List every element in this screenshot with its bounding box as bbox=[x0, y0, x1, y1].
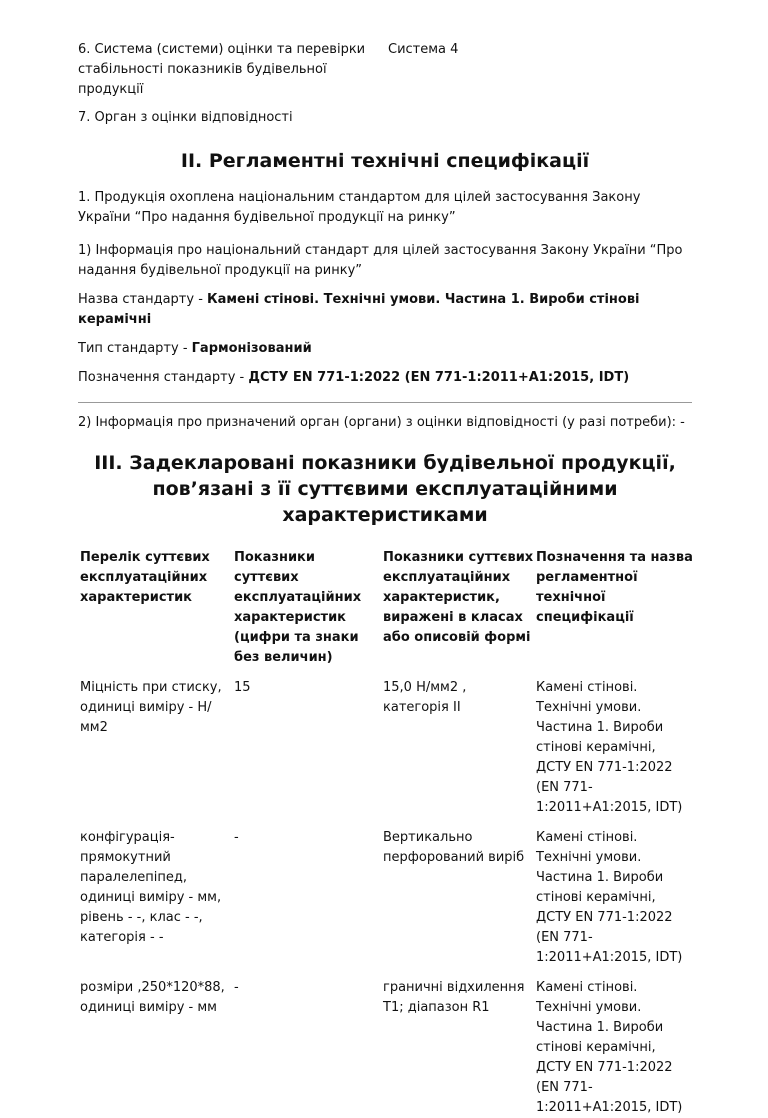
section-3-title-line2: пов’язані з її суттєвими експлуатаційними характеристиками bbox=[152, 478, 618, 526]
standard-type-label: Тип стандарту - bbox=[78, 341, 192, 356]
section-3-roman: III. bbox=[94, 452, 123, 474]
table-cell: розміри ,250*120*88, одиниці виміру - мм bbox=[80, 980, 225, 1015]
standard-type-value: Гармонізований bbox=[191, 341, 312, 356]
table-row bbox=[80, 978, 694, 1118]
section-2-p1: 1. Продукція охоплена національним стандартом для цілей застосування Закону України “Про надання будівельної продукції на ринку” bbox=[78, 190, 641, 225]
table-row bbox=[80, 678, 694, 818]
item-6-row bbox=[78, 40, 692, 100]
section-2-p2: 1) Інформація про національний стандарт для цілей застосування Закону України “Про надання будівельної продукції на ринку” bbox=[78, 243, 683, 278]
characteristics-table bbox=[80, 548, 694, 1118]
section-3-heading bbox=[78, 450, 692, 528]
standard-code-label: Позначення стандарту - bbox=[78, 370, 249, 385]
table-cell: Камені стінові. Технічні умови. Частина 1. Вироби стінові керамічні, ДСТУ EN 771-1:2022 (EN 771-1:2011+A1:2015, IDT) bbox=[536, 980, 683, 1115]
table-cell: Міцність при стиску, одиниці виміру - Н/мм2 bbox=[80, 680, 222, 735]
table-cell: конфігурація-прямокутний паралелепіпед, одиниці виміру - мм, рівень - -, клас - -, категорія - - bbox=[80, 830, 222, 945]
standard-name-value: Камені стінові. Технічні умови. Частина 1. Вироби стінові керамічні bbox=[78, 292, 640, 327]
section-2-roman: II. bbox=[180, 150, 203, 172]
table-cell: 15 bbox=[234, 680, 251, 695]
header-characteristics: Перелік суттєвих експлуатаційних характеристик bbox=[80, 550, 210, 605]
table-cell: Вертикально перфорований виріб bbox=[383, 830, 525, 865]
table-row bbox=[80, 828, 694, 968]
header-numeric-values: Показники суттєвих експлуатаційних характеристик (цифри та знаки без величин) bbox=[234, 550, 362, 665]
table-header-row bbox=[80, 548, 694, 668]
standard-name-label: Назва стандарту - bbox=[78, 292, 208, 307]
section-2-heading bbox=[78, 148, 692, 174]
table-cell: - bbox=[234, 830, 239, 845]
table-cell: Камені стінові. Технічні умови. Частина 1. Вироби стінові керамічні, ДСТУ EN 771-1:2022 (EN 771-1:2011+A1:2015, IDT) bbox=[536, 830, 683, 965]
section-2-p3: 2) Інформація про призначений орган (органи) з оцінки відповідності (у разі потреби): - bbox=[78, 415, 685, 430]
table-cell: - bbox=[234, 980, 239, 995]
table-cell: Камені стінові. Технічні умови. Частина 1. Вироби стінові керамічні, ДСТУ EN 771-1:2022 (EN 771-1:2011+A1:2015, IDT) bbox=[536, 680, 683, 815]
document-page bbox=[78, 40, 692, 1118]
section-3-title-line1: Задекларовані показники будівельної продукції, bbox=[129, 452, 676, 474]
header-specification: Позначення та назва регламентної технічної специфікації bbox=[536, 550, 693, 625]
standard-code bbox=[78, 368, 692, 388]
item-7-label: 7. Орган з оцінки відповідності bbox=[78, 110, 293, 125]
table-cell: граничні відхилення Т1; діапазон R1 bbox=[383, 980, 525, 1015]
standard-code-value: ДСТУ EN 771-1:2022 (EN 771-1:2011+A1:2015, IDT) bbox=[248, 370, 630, 385]
item-6-value: Система 4 bbox=[388, 42, 459, 57]
standard-type bbox=[78, 339, 692, 359]
table-cell: 15,0 Н/мм2 , категорія ІІ bbox=[383, 680, 467, 715]
header-class-values: Показники суттєвих експлуатаційних характеристик, виражені в класах або описовій формі bbox=[383, 550, 534, 645]
standard-name bbox=[78, 290, 692, 330]
item-6-label: 6. Система (системи) оцінки та перевірки стабільності показників будівельної продукції bbox=[78, 42, 366, 97]
section-2-title: Регламентні технічні специфікації bbox=[208, 150, 590, 172]
